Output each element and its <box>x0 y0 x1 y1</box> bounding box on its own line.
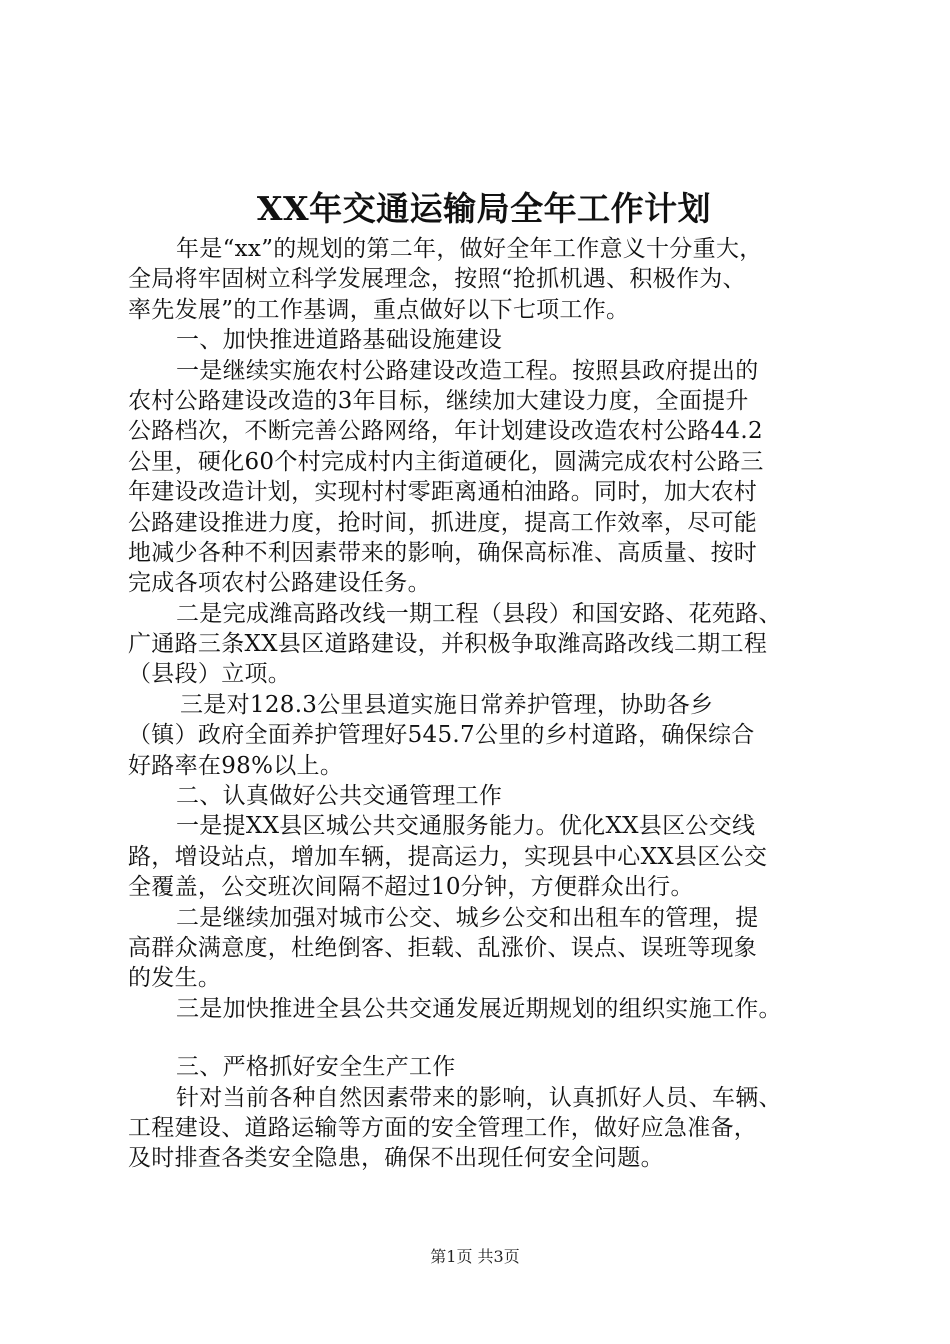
paragraph-line: 农村公路建设改造的3年目标，继续加大建设力度，全面提升 <box>128 387 749 414</box>
paragraph-line: 广通路三条XX县区道路建设，并积极争取潍高路改线二期工程 <box>128 631 768 658</box>
paragraph-line: 公路建设推进力度，抢时间，抓进度，提高工作效率，尽可能 <box>128 509 758 536</box>
paragraph-line: 工程建设、道路运输等方面的安全管理工作，做好应急准备， <box>128 1114 758 1141</box>
paragraph-line: 一是提XX县区城公共交通服务能力。优化XX县区公交线 <box>176 813 756 840</box>
paragraph-line: （镇）政府全面养护管理好545.7公里的乡村道路，确保综合 <box>128 722 755 749</box>
paragraph-line: 公路档次，不断完善公路网络，年计划建设改造农村公路44.2 <box>128 418 763 445</box>
paragraph-line: 路，增设站点，增加车辆，提高运力，实现县中心XX县区公交 <box>128 843 768 870</box>
paragraph-line: 年建设改造计划，实现村村零距离通柏油路。同时，加大农村 <box>128 479 758 506</box>
paragraph-line: 率先发展”的工作基调，重点做好以下七项工作。 <box>128 296 630 323</box>
paragraph-line: 三是加快推进全县公共交通发展近期规划的组织实施工作。 <box>176 995 782 1022</box>
paragraph-line: 三是对128.3公里县道实施日常养护管理，协助各乡 <box>180 691 714 718</box>
paragraph-line: 高群众满意度，杜绝倒客、拒载、乱涨价、误点、误班等现象 <box>128 934 758 961</box>
paragraph-line: 好路率在98%以上。 <box>128 752 344 779</box>
paragraph-line: 地减少各种不利因素带来的影响，确保高标准、高质量、按时 <box>128 539 758 566</box>
blank-line <box>128 1024 840 1052</box>
paragraph-line: 一是继续实施农村公路建设改造工程。按照县政府提出的 <box>176 357 759 384</box>
paragraph-line: 全局将牢固树立科学发展理念，按照“抢抓机遇、积极作为、 <box>128 266 746 293</box>
paragraph-line: 针对当前各种自然因素带来的影响，认真抓好人员、车辆、 <box>176 1084 782 1111</box>
section-heading: 二、认真做好公共交通管理工作 <box>176 783 503 810</box>
page-number: 第1页 共3页 <box>430 1247 520 1266</box>
paragraph-line: 公里，硬化60个村完成村内主街道硬化，圆满完成农村公路三 <box>128 448 764 475</box>
section-heading: 三、严格抓好安全生产工作 <box>176 1054 456 1081</box>
paragraph-line: 二是继续加强对城市公交、城乡公交和出租车的管理，提 <box>176 904 759 931</box>
document-title: XX年交通运输局全年工作计划 <box>256 189 712 228</box>
document-page <box>128 186 840 1174</box>
paragraph-line: 年是“xx”的规划的第二年，做好全年工作意义十分重大， <box>176 236 763 262</box>
paragraph-line: 完成各项农村公路建设任务。 <box>128 570 431 597</box>
section-heading: 一、加快推进道路基础设施建设 <box>176 327 503 354</box>
paragraph-line: 及时排查各类安全隐患，确保不出现任何安全问题。 <box>128 1145 664 1172</box>
paragraph-line: （县段）立项。 <box>128 661 292 688</box>
paragraph-line: 全覆盖，公交班次间隔不超过10分钟，方便群众出行。 <box>128 874 694 901</box>
paragraph-line: 的发生。 <box>128 965 222 992</box>
paragraph-line: 二是完成潍高路改线一期工程（县段）和国安路、花苑路、 <box>176 600 782 627</box>
